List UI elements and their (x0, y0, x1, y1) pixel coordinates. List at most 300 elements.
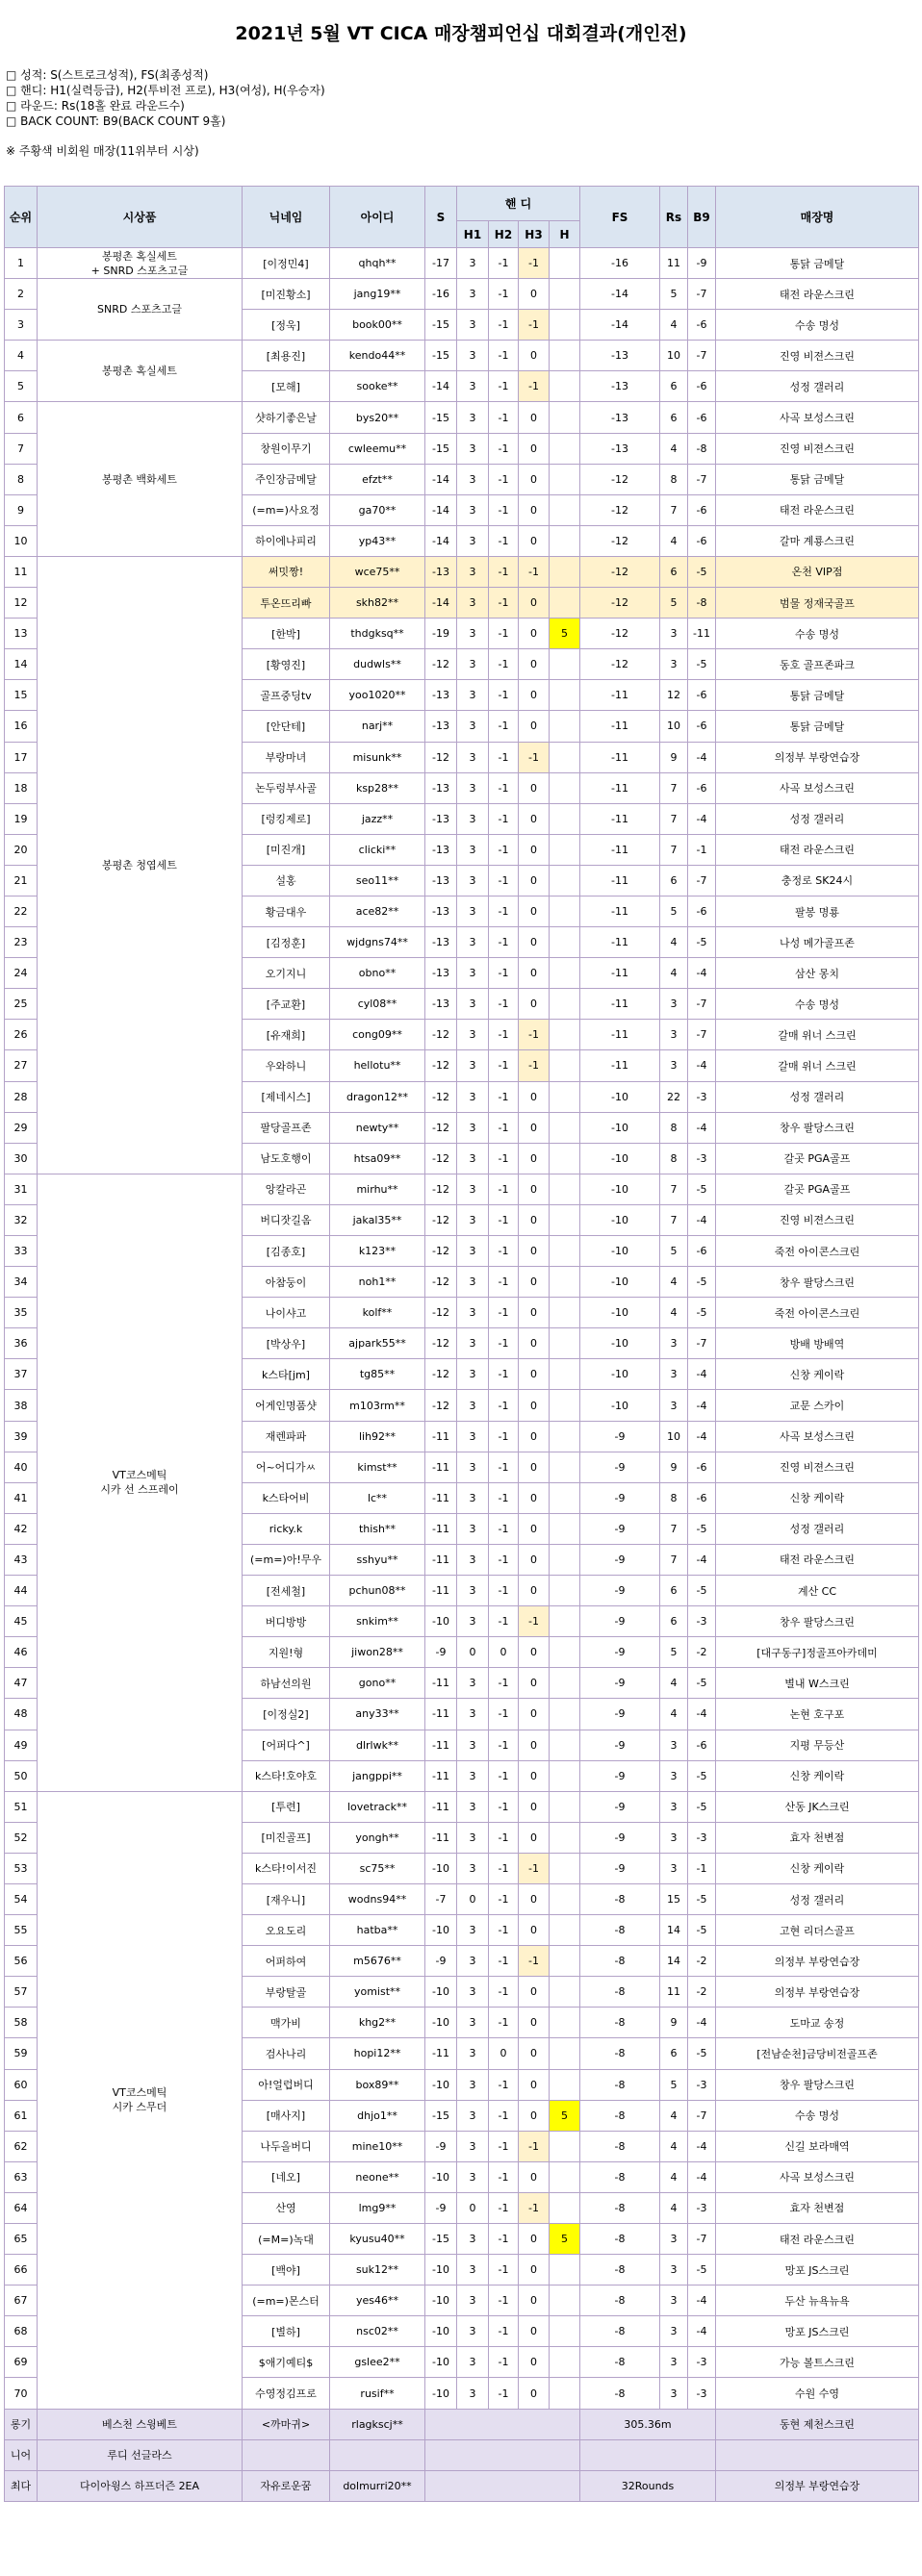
id-cell: yongh** (330, 1822, 425, 1853)
h2-cell: -1 (489, 711, 519, 742)
b9-cell: -4 (688, 1050, 716, 1081)
s-cell: -15 (425, 310, 457, 341)
rank-cell: 17 (5, 742, 38, 772)
store-cell: 도마교 송정 (716, 2008, 919, 2038)
id-cell: dhjo1** (330, 2100, 425, 2131)
store-cell: 효자 천변점 (716, 2192, 919, 2223)
rs-cell: 7 (660, 494, 688, 525)
s-cell: -12 (425, 1359, 457, 1390)
h2-cell: -1 (489, 834, 519, 865)
id-cell: pchun08** (330, 1576, 425, 1606)
rank-cell: 70 (5, 2378, 38, 2409)
fs-cell: -9 (580, 1452, 660, 1482)
h-cell (550, 1915, 580, 1946)
store-cell: 통닭 금메달 (716, 248, 919, 279)
h3-cell: -1 (519, 1020, 550, 1050)
h2-cell: -1 (489, 2255, 519, 2286)
s-cell: -12 (425, 1143, 457, 1174)
h-cell (550, 371, 580, 402)
s-cell: -10 (425, 2316, 457, 2347)
h3-cell: 0 (519, 803, 550, 834)
h2-cell: -1 (489, 680, 519, 711)
store-cell: 수송 명성 (716, 310, 919, 341)
id-cell: sc75** (330, 1853, 425, 1883)
rs-cell: 10 (660, 341, 688, 371)
h1-cell: 3 (457, 2316, 489, 2347)
h-cell (550, 588, 580, 619)
h2-cell: -1 (489, 525, 519, 556)
h2-cell: -1 (489, 2069, 519, 2100)
b9-cell: -4 (688, 803, 716, 834)
h3-cell: 0 (519, 1267, 550, 1298)
b9-cell: -3 (688, 2378, 716, 2409)
s-cell: -14 (425, 371, 457, 402)
nickname-cell: ricky.k (243, 1513, 330, 1544)
h2-cell: -1 (489, 1822, 519, 1853)
store-cell: 진영 비젼스크린 (716, 433, 919, 464)
rank-cell: 31 (5, 1174, 38, 1204)
rank-cell: 37 (5, 1359, 38, 1390)
fs-cell: -10 (580, 1328, 660, 1359)
h2-cell: -1 (489, 588, 519, 619)
h1-cell: 3 (457, 927, 489, 958)
id-cell: kendo44** (330, 341, 425, 371)
store-cell: 사곡 보성스크린 (716, 2161, 919, 2192)
rs-cell: 7 (660, 772, 688, 803)
header-handi: 핸 디 (457, 187, 580, 221)
rs-cell: 5 (660, 1637, 688, 1668)
h-cell (550, 341, 580, 371)
rs-cell: 9 (660, 742, 688, 772)
h3-cell: 0 (519, 1668, 550, 1699)
b9-cell: -4 (688, 1390, 716, 1421)
b9-cell: -6 (688, 494, 716, 525)
h-cell (550, 2255, 580, 2286)
b9-cell: -4 (688, 1204, 716, 1235)
rs-cell: 5 (660, 896, 688, 926)
header-id: 아이디 (330, 187, 425, 248)
fs-cell: -11 (580, 896, 660, 926)
fs-cell: -13 (580, 371, 660, 402)
h-cell: 5 (550, 2100, 580, 2131)
h3-cell: 0 (519, 2100, 550, 2131)
id-cell: gslee2** (330, 2347, 425, 2378)
results-table (4, 186, 919, 2502)
nickname-cell: 어게인명품샷 (243, 1390, 330, 1421)
h3-cell: 0 (519, 588, 550, 619)
rank-cell: 11 (5, 556, 38, 587)
h3-cell: 0 (519, 1112, 550, 1143)
rs-cell: 4 (660, 310, 688, 341)
rank-cell: 52 (5, 1822, 38, 1853)
rs-cell: 4 (660, 2192, 688, 2223)
h1-cell: 3 (457, 989, 489, 1020)
store-cell: 충정로 SK24시 (716, 865, 919, 896)
store-cell: 망포 JS스크린 (716, 2316, 919, 2347)
table-row (5, 402, 919, 433)
b9-cell: -9 (688, 248, 716, 279)
h-cell (550, 1760, 580, 1791)
id-cell: jangppi** (330, 1760, 425, 1791)
h3-cell: 0 (519, 1482, 550, 1513)
b9-cell: -6 (688, 1730, 716, 1760)
fs-cell: -11 (580, 927, 660, 958)
rank-cell: 27 (5, 1050, 38, 1081)
s-cell: -11 (425, 1730, 457, 1760)
h3-cell: -1 (519, 1050, 550, 1081)
b9-cell: -4 (688, 1359, 716, 1390)
h2-cell: -1 (489, 433, 519, 464)
h-cell (550, 2192, 580, 2223)
id-cell: jang19** (330, 279, 425, 310)
id-cell: hatba** (330, 1915, 425, 1946)
fs-cell: -9 (580, 1513, 660, 1544)
note: ※ 주황색 비회원 매장(11위부터 시상) (6, 144, 199, 158)
id-cell: cwleemu** (330, 433, 425, 464)
table-row (5, 279, 919, 310)
rs-cell: 10 (660, 1421, 688, 1452)
fs-cell: -13 (580, 433, 660, 464)
special-award-row (5, 2409, 919, 2439)
store-cell: 갈곳 PGA골프 (716, 1174, 919, 1204)
nickname-cell: (=m=)아!무우 (243, 1544, 330, 1575)
fs-cell: -11 (580, 772, 660, 803)
b9-cell: -7 (688, 989, 716, 1020)
id-cell: lih92** (330, 1421, 425, 1452)
h3-cell: 0 (519, 1204, 550, 1235)
h1-cell: 0 (457, 2192, 489, 2223)
s-cell: -12 (425, 1298, 457, 1328)
b9-cell: -2 (688, 1977, 716, 2008)
h1-cell: 3 (457, 1822, 489, 1853)
nickname-cell: 설홍 (243, 865, 330, 896)
fs-cell: -9 (580, 1822, 660, 1853)
store-cell: 갈곳 PGA골프 (716, 1143, 919, 1174)
h-cell (550, 1359, 580, 1390)
nickname-cell: [미진골프] (243, 1822, 330, 1853)
b9-cell: -5 (688, 1883, 716, 1914)
fs-cell: -11 (580, 803, 660, 834)
b9-cell: -6 (688, 772, 716, 803)
h1-cell: 3 (457, 1236, 489, 1267)
store-cell: 갈매 위너 스크린 (716, 1020, 919, 1050)
nickname-cell: 팔당골프존 (243, 1112, 330, 1143)
h2-cell: -1 (489, 494, 519, 525)
s-cell: -11 (425, 1576, 457, 1606)
special-product-cell: 베스천 스윙베트 (38, 2409, 243, 2439)
rank-cell: 39 (5, 1421, 38, 1452)
rs-cell: 7 (660, 1513, 688, 1544)
fs-cell: -9 (580, 1730, 660, 1760)
b9-cell: -7 (688, 1020, 716, 1050)
rank-cell: 38 (5, 1390, 38, 1421)
h1-cell: 3 (457, 1204, 489, 1235)
s-cell: -13 (425, 989, 457, 1020)
h2-cell: -1 (489, 341, 519, 371)
id-cell: thish** (330, 1513, 425, 1544)
s-cell: -14 (425, 525, 457, 556)
h1-cell: 3 (457, 1606, 489, 1637)
s-cell: -17 (425, 248, 457, 279)
h2-cell: -1 (489, 1359, 519, 1390)
store-cell: 사곡 보성스크린 (716, 772, 919, 803)
nickname-cell: [정욱] (243, 310, 330, 341)
h1-cell: 3 (457, 2347, 489, 2378)
h1-cell: 3 (457, 1730, 489, 1760)
h2-cell: 0 (489, 2038, 519, 2069)
rank-cell: 28 (5, 1081, 38, 1112)
rank-cell: 19 (5, 803, 38, 834)
fs-cell: -8 (580, 2316, 660, 2347)
h1-cell: 3 (457, 464, 489, 494)
store-cell: 신길 보라매역 (716, 2131, 919, 2161)
s-cell: -11 (425, 1421, 457, 1452)
s-cell: -12 (425, 1020, 457, 1050)
store-cell: 나성 메가골프존 (716, 927, 919, 958)
h3-cell: 0 (519, 2161, 550, 2192)
b9-cell: -7 (688, 341, 716, 371)
h2-cell: 0 (489, 1637, 519, 1668)
h2-cell: -1 (489, 2008, 519, 2038)
h-cell (550, 1544, 580, 1575)
rs-cell: 3 (660, 1730, 688, 1760)
h3-cell: 0 (519, 772, 550, 803)
h-cell (550, 1390, 580, 1421)
rank-cell: 5 (5, 371, 38, 402)
nickname-cell: 버디방방 (243, 1606, 330, 1637)
h3-cell: 0 (519, 2069, 550, 2100)
h-cell (550, 1730, 580, 1760)
nickname-cell: k스타!호야호 (243, 1760, 330, 1791)
id-cell: ksp28** (330, 772, 425, 803)
fs-cell: -11 (580, 989, 660, 1020)
fs-cell: -12 (580, 588, 660, 619)
h2-cell: -1 (489, 1915, 519, 1946)
h-cell (550, 1668, 580, 1699)
h2-cell: -1 (489, 248, 519, 279)
nickname-cell: 어~어디가ㅆ (243, 1452, 330, 1482)
h3-cell: 0 (519, 1143, 550, 1174)
s-cell: -13 (425, 958, 457, 989)
h3-cell: 0 (519, 1883, 550, 1914)
fs-cell: -8 (580, 1915, 660, 1946)
h2-cell: -1 (489, 1081, 519, 1112)
special-empty-cell (425, 2439, 580, 2470)
product-cell: 봉평촌 혹실세트 (38, 341, 243, 402)
rank-cell: 18 (5, 772, 38, 803)
b9-cell: -7 (688, 2100, 716, 2131)
s-cell: -12 (425, 1328, 457, 1359)
s-cell: -13 (425, 556, 457, 587)
s-cell: -7 (425, 1883, 457, 1914)
rank-cell: 25 (5, 989, 38, 1020)
header-rank: 순위 (5, 187, 38, 248)
b9-cell: -7 (688, 1328, 716, 1359)
store-cell: 진영 비젼스크린 (716, 1204, 919, 1235)
id-cell: wjdgns74** (330, 927, 425, 958)
store-cell: 창우 팔당스크린 (716, 1112, 919, 1143)
legend (6, 67, 922, 129)
h1-cell: 3 (457, 556, 489, 587)
h2-cell: -1 (489, 1606, 519, 1637)
rank-cell: 36 (5, 1328, 38, 1359)
special-empty-cell (425, 2470, 580, 2501)
h2-cell: -1 (489, 896, 519, 926)
h-cell (550, 2286, 580, 2316)
nickname-cell: 맥가비 (243, 2008, 330, 2038)
store-cell: 창우 팔당스크린 (716, 2069, 919, 2100)
id-cell: sooke** (330, 371, 425, 402)
h2-cell: -1 (489, 1760, 519, 1791)
fs-cell: -8 (580, 2347, 660, 2378)
h-cell (550, 1576, 580, 1606)
fs-cell: -8 (580, 2224, 660, 2255)
h1-cell: 3 (457, 1576, 489, 1606)
h3-cell: 0 (519, 1730, 550, 1760)
h3-cell: 0 (519, 1699, 550, 1730)
s-cell: -10 (425, 1915, 457, 1946)
id-cell: dlrlwk** (330, 1730, 425, 1760)
h3-cell: 0 (519, 1421, 550, 1452)
rank-cell: 8 (5, 464, 38, 494)
store-cell: 효자 천변점 (716, 1822, 919, 1853)
h2-cell: -1 (489, 2224, 519, 2255)
rs-cell: 10 (660, 711, 688, 742)
fs-cell: -8 (580, 2192, 660, 2223)
h1-cell: 3 (457, 2008, 489, 2038)
fs-cell: -8 (580, 2069, 660, 2100)
h-cell (550, 402, 580, 433)
legend-item-score: □ 성적: S(스트로크성적), FS(최종성적) (6, 68, 209, 82)
h-cell (550, 680, 580, 711)
id-cell: tg85** (330, 1359, 425, 1390)
rank-cell: 21 (5, 865, 38, 896)
h3-cell: 0 (519, 896, 550, 926)
fs-cell: -10 (580, 1298, 660, 1328)
rs-cell: 7 (660, 803, 688, 834)
nickname-cell: [미진황소] (243, 279, 330, 310)
rs-cell: 6 (660, 556, 688, 587)
id-cell: yes46** (330, 2286, 425, 2316)
rank-cell: 50 (5, 1760, 38, 1791)
h2-cell: -1 (489, 1143, 519, 1174)
rank-cell: 51 (5, 1791, 38, 1822)
b9-cell: -5 (688, 1174, 716, 1204)
h-cell (550, 433, 580, 464)
store-cell: 별내 W스크린 (716, 1668, 919, 1699)
rs-cell: 3 (660, 619, 688, 649)
h-cell (550, 2347, 580, 2378)
rank-cell: 49 (5, 1730, 38, 1760)
h2-cell: -1 (489, 310, 519, 341)
h3-cell: 0 (519, 927, 550, 958)
nickname-cell: [이정민4] (243, 248, 330, 279)
header-s: S (425, 187, 457, 248)
store-cell: 수원 수영 (716, 2378, 919, 2409)
h1-cell: 3 (457, 2038, 489, 2069)
h-cell (550, 1143, 580, 1174)
rs-cell: 7 (660, 834, 688, 865)
h3-cell: 0 (519, 1637, 550, 1668)
h3-cell: 0 (519, 279, 550, 310)
h-cell (550, 1482, 580, 1513)
h1-cell: 3 (457, 2286, 489, 2316)
h1-cell: 3 (457, 1977, 489, 2008)
special-id-cell (330, 2439, 425, 2470)
rs-cell: 4 (660, 1267, 688, 1298)
rs-cell: 3 (660, 989, 688, 1020)
rank-cell: 30 (5, 1143, 38, 1174)
rs-cell: 3 (660, 2224, 688, 2255)
special-value-cell: 305.36m (580, 2409, 716, 2439)
rs-cell: 9 (660, 1452, 688, 1482)
h1-cell: 3 (457, 1390, 489, 1421)
id-cell: mirhu** (330, 1174, 425, 1204)
id-cell: noh1** (330, 1267, 425, 1298)
fs-cell: -11 (580, 865, 660, 896)
h-cell (550, 525, 580, 556)
special-id-cell: rlagkscj** (330, 2409, 425, 2439)
store-cell: 통닭 금메달 (716, 680, 919, 711)
rs-cell: 3 (660, 1050, 688, 1081)
h3-cell: 0 (519, 958, 550, 989)
h-cell (550, 1267, 580, 1298)
h3-cell: 0 (519, 1977, 550, 2008)
h-cell (550, 248, 580, 279)
h2-cell: -1 (489, 1730, 519, 1760)
h2-cell: -1 (489, 927, 519, 958)
rs-cell: 4 (660, 927, 688, 958)
nickname-cell: 어퍼하여 (243, 1946, 330, 1977)
h-cell: 5 (550, 619, 580, 649)
s-cell: -12 (425, 649, 457, 680)
id-cell: qhqh** (330, 248, 425, 279)
id-cell: jiwon28** (330, 1637, 425, 1668)
nickname-cell: [모해] (243, 371, 330, 402)
nickname-cell: [유재희] (243, 1020, 330, 1050)
h-cell (550, 1204, 580, 1235)
h1-cell: 3 (457, 803, 489, 834)
s-cell: -11 (425, 1544, 457, 1575)
product-cell: 봉평촌 백화세트 (38, 402, 243, 556)
h3-cell: 0 (519, 1390, 550, 1421)
b9-cell: -4 (688, 2286, 716, 2316)
b9-cell: -4 (688, 1421, 716, 1452)
h1-cell: 3 (457, 2131, 489, 2161)
h2-cell: -1 (489, 1544, 519, 1575)
b9-cell: -4 (688, 2316, 716, 2347)
id-cell: misunk** (330, 742, 425, 772)
b9-cell: -6 (688, 680, 716, 711)
fs-cell: -13 (580, 341, 660, 371)
product-cell: VT코스메틱 시카 스무더 (38, 1791, 243, 2409)
rank-cell: 65 (5, 2224, 38, 2255)
b9-cell: -3 (688, 2347, 716, 2378)
fs-cell: -12 (580, 556, 660, 587)
rs-cell: 6 (660, 371, 688, 402)
h1-cell: 3 (457, 680, 489, 711)
b9-cell: -3 (688, 1606, 716, 1637)
store-cell: 망포 JS스크린 (716, 2255, 919, 2286)
h1-cell: 3 (457, 649, 489, 680)
rank-cell: 32 (5, 1204, 38, 1235)
h3-cell: 0 (519, 1915, 550, 1946)
product-cell: VT코스메틱 시카 선 스프레이 (38, 1174, 243, 1791)
store-cell: 성정 갤러리 (716, 371, 919, 402)
fs-cell: -9 (580, 1760, 660, 1791)
id-cell: thdgksq** (330, 619, 425, 649)
nickname-cell: [어퍼다^] (243, 1730, 330, 1760)
